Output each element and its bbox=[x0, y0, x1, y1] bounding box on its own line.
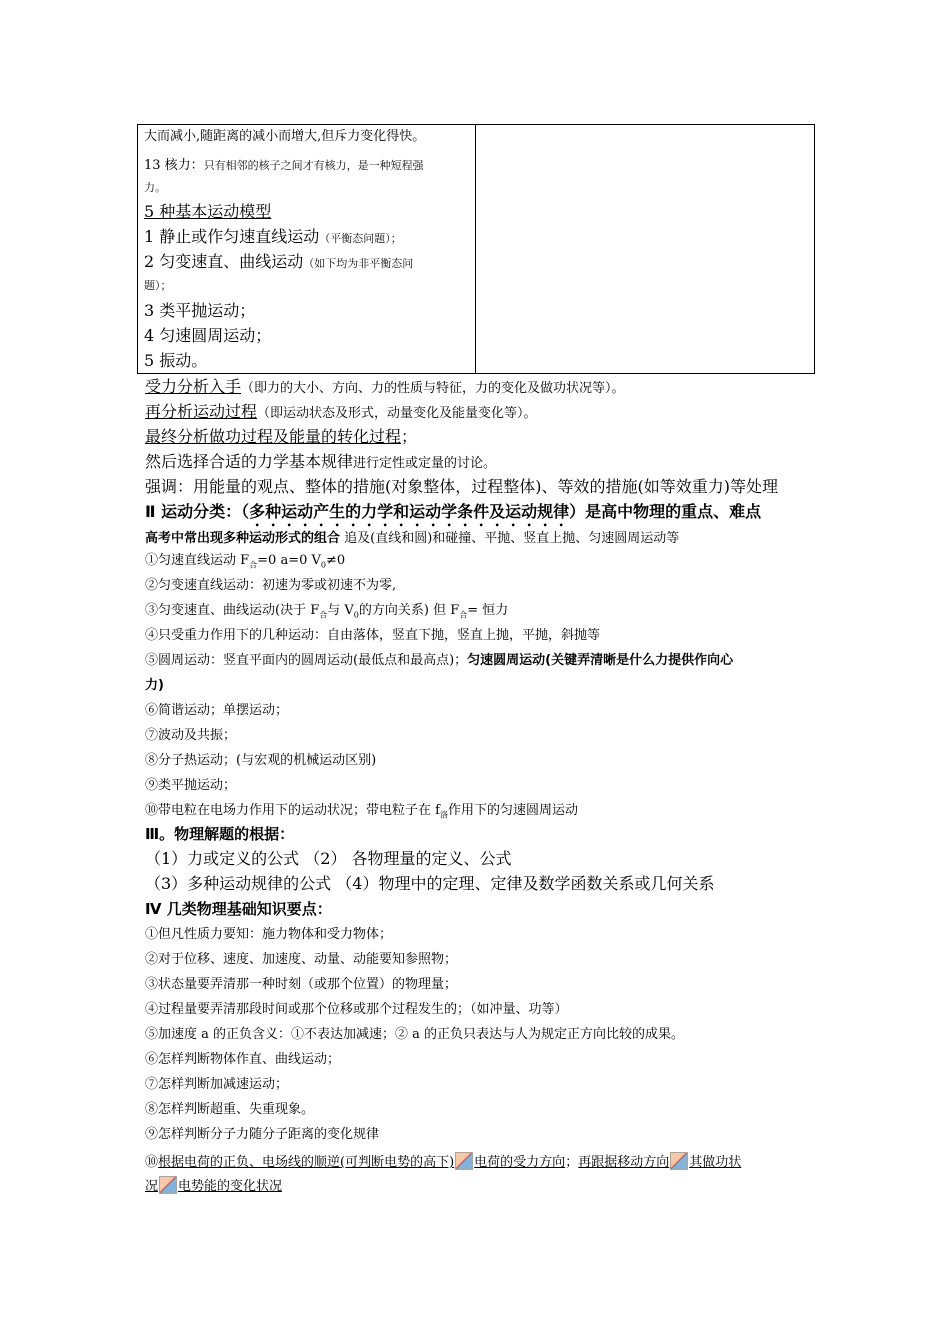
motion-item: ②匀变速直线运动：初速为零或初速不为零, bbox=[145, 578, 397, 593]
text-span: ⑤圆周运动：竖直平面内的圆周运动(最低点和最高点)； bbox=[145, 653, 468, 668]
step-heading: 最终分析做功过程及能量的转化过程 bbox=[145, 427, 402, 446]
model-item: 1 静止或作匀速直线运动 bbox=[144, 227, 320, 246]
section-heading-motion bbox=[145, 502, 761, 530]
motion-item bbox=[145, 803, 578, 820]
basis-line: （1）力或定义的公式 （2） 各物理量的定义、公式 bbox=[145, 849, 512, 868]
text-span: ≠0 bbox=[325, 553, 346, 568]
subscript: 0 bbox=[320, 560, 326, 570]
emphasis-line: 强调：用能量的观点、整体的措施(对象整体，过程整体)、等效的措施(如等效重力)等处理 bbox=[145, 477, 778, 496]
text-line bbox=[145, 529, 679, 545]
subscript: 合 bbox=[319, 610, 328, 620]
heading-part: Ⅱ 运动分类：（ bbox=[145, 502, 250, 521]
motion-item bbox=[145, 553, 346, 570]
motion-item: ⑨类平抛运动； bbox=[145, 778, 237, 793]
underlined-phrase: 电荷的受力方向 bbox=[474, 1155, 566, 1170]
text-span: 的方向关系) 但 F bbox=[358, 603, 460, 618]
knowledge-item: ②对于位移、速度、加速度、动量、动能要知参照物； bbox=[145, 952, 458, 967]
motion-item: ⑧分子热运动；(与宏观的机械运动区别) bbox=[145, 753, 377, 768]
text-span: ⑩ bbox=[145, 1155, 159, 1170]
punct: ； bbox=[401, 427, 418, 446]
text-span: 追及(直线和圆)和碰撞、平抛、竖直上抛、匀速圆周运动等 bbox=[340, 531, 680, 546]
section-heading-basis: Ⅲ。物理解题的根据： bbox=[145, 825, 295, 843]
text-span: ③匀变速直、曲线运动(决于 F bbox=[145, 603, 320, 618]
text-span: ； bbox=[565, 1155, 579, 1170]
model-item: 5 振动。 bbox=[144, 351, 208, 370]
model-note: （如下均为非平衡态问 bbox=[303, 257, 414, 270]
motion-item: ⑥简谐运动；单摆运动； bbox=[145, 703, 289, 718]
model-item: 4 匀速圆周运动； bbox=[144, 326, 272, 345]
subscript: 洛 bbox=[439, 810, 448, 820]
subscript: 合 bbox=[249, 560, 258, 570]
text-span: =0 a=0 V bbox=[257, 553, 321, 568]
model-note: （平衡态问题）； bbox=[319, 232, 402, 245]
knowledge-item: ⑥怎样判断物体作直、曲线运动； bbox=[145, 1052, 341, 1067]
step-heading: 再分析运动过程 bbox=[145, 402, 258, 421]
underlined-phrase: 电势能的变化状况 bbox=[178, 1179, 283, 1194]
text-line bbox=[145, 454, 496, 470]
knowledge-item: ⑧怎样判断超重、失重现象。 bbox=[145, 1102, 315, 1117]
knowledge-item bbox=[145, 1152, 741, 1170]
knowledge-item: ⑨怎样判断分子力随分子距离的变化规律 bbox=[145, 1127, 380, 1142]
motion-item bbox=[145, 654, 733, 667]
step-heading: 受力分析入手 bbox=[145, 377, 242, 396]
knowledge-item: ①但凡性质力要知：施力物体和受力物体； bbox=[145, 927, 393, 942]
section-heading: 5 种基本运动模型 bbox=[144, 202, 272, 221]
motion-item: ④只受重力作用下的几种运动：自由落体，竖直下抛，竖直上抛，平抛，斜抛等 bbox=[145, 628, 601, 643]
knowledge-item: ⑤加速度 a 的正负含义：①不表达加减速；② a 的正负只表达与人为规定正方向比较的成果。 bbox=[145, 1027, 685, 1042]
underlined-phrase: 根据电荷的正负、电场线的顺逆(可判断电势的高下) bbox=[158, 1155, 455, 1170]
broken-image-icon bbox=[455, 1152, 473, 1170]
step-note: （即力的大小、方向、力的性质与特征，力的变化及做功状况等）。 bbox=[241, 381, 625, 396]
bold-phrase: 匀速圆周运动(关键弄清晰是什么力提供作向心 bbox=[467, 653, 734, 668]
table-line bbox=[144, 156, 424, 172]
bold-phrase: 高考中常出现多种运动形式的组合 bbox=[145, 531, 341, 546]
section-heading-knowledge: Ⅳ 几类物理基础知识要点： bbox=[145, 900, 332, 918]
broken-image-icon bbox=[670, 1152, 688, 1170]
underlined-phrase: 其做功状 bbox=[689, 1155, 742, 1170]
text-line bbox=[145, 379, 625, 395]
text-span: ⑩带电粒在电场力作用下的运动状况；带电粒子在 f bbox=[145, 803, 440, 818]
table-line: 题）； bbox=[144, 279, 172, 292]
text-line bbox=[145, 404, 537, 420]
table-line bbox=[144, 254, 413, 270]
text-span: 与 V bbox=[327, 603, 354, 618]
motion-item bbox=[145, 603, 509, 620]
text-span: ①匀速直线运动 F bbox=[145, 553, 250, 568]
step-note: 进行定性或定量的讨论。 bbox=[353, 456, 497, 471]
text-line bbox=[145, 429, 417, 445]
table-line: 力。 bbox=[144, 181, 166, 194]
step-heading: 然后选择合适的力学基本规律 bbox=[145, 452, 354, 471]
nuclear-force-label: 13 核力： bbox=[144, 158, 204, 173]
knowledge-item: ④过程量要弄清那段时间或那个位移或那个过程发生的；（如冲量、功等） bbox=[145, 1002, 568, 1017]
content-table bbox=[137, 124, 815, 374]
motion-item: ⑦波动及共振； bbox=[145, 728, 237, 743]
basis-line: （3）多种运动规律的公式 （4）物理中的定理、定律及数学函数关系或几何关系 bbox=[145, 874, 715, 893]
heading-part: ）是高中物理的重点、难点 bbox=[569, 502, 762, 521]
step-note: （即运动状态及形式，动量变化及能量变化等）。 bbox=[257, 406, 537, 421]
heading-emphasis: 多种运动产生的力学和运动学条件及运动规律 bbox=[249, 502, 570, 521]
text-span: 作用下的匀速圆周运动 bbox=[447, 803, 578, 818]
underlined-phrase: 再跟据移动方向 bbox=[578, 1155, 670, 1170]
model-item: 3 类平抛运动； bbox=[144, 301, 256, 320]
table-line: 大而减小,随距离的减小而增大,但斥力变化得快。 bbox=[144, 129, 426, 144]
knowledge-item bbox=[145, 1176, 282, 1194]
underlined-phrase: 况 bbox=[145, 1179, 159, 1194]
knowledge-item: ③状态量要弄清那一种时刻（或那个位置）的物理量； bbox=[145, 977, 458, 992]
nuclear-force-desc: 只有相邻的核子之间才有核力，是一种短程强 bbox=[203, 159, 424, 172]
table-column-divider bbox=[475, 125, 476, 373]
motion-item: 力) bbox=[145, 678, 164, 693]
knowledge-item: ⑦怎样判断加减速运动； bbox=[145, 1077, 289, 1092]
model-item: 2 匀变速直、曲线运动 bbox=[144, 252, 304, 271]
subscript: 合 bbox=[459, 610, 468, 620]
broken-image-icon bbox=[159, 1176, 177, 1194]
table-line bbox=[144, 229, 402, 245]
text-span: = 恒力 bbox=[467, 603, 509, 618]
subscript: 0 bbox=[353, 610, 359, 620]
